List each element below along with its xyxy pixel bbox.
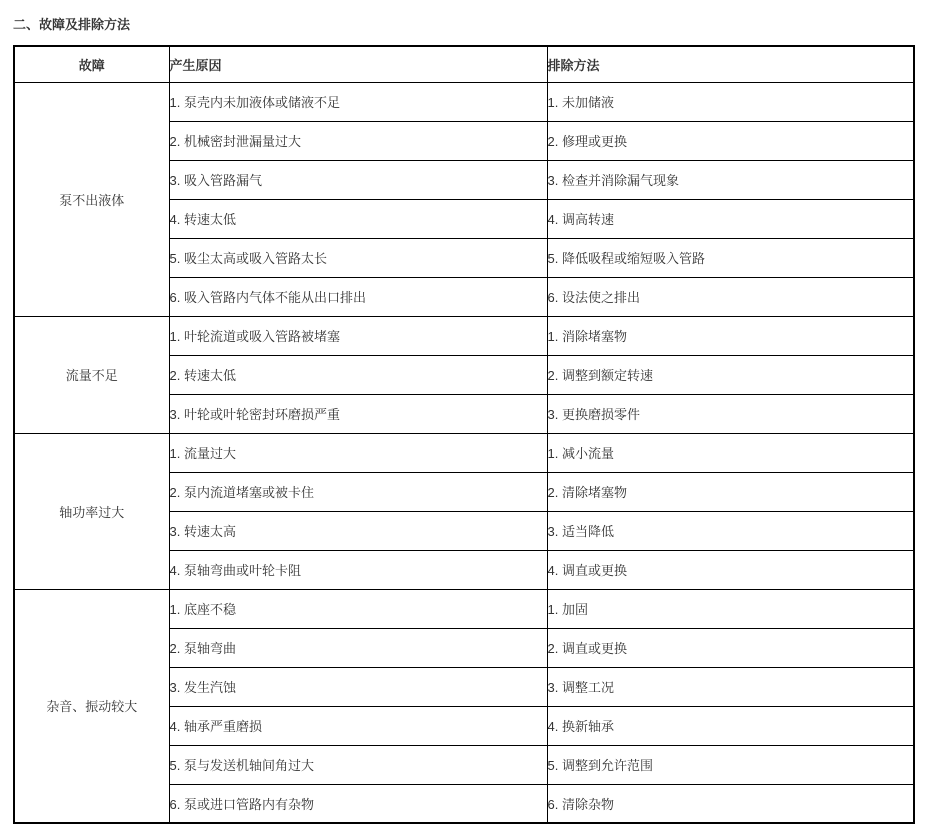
cause-cell: 2. 泵轴弯曲: [169, 628, 547, 667]
table-row: [14, 316, 914, 355]
remedy-cell: 5. 降低吸程或缩短吸入管路: [547, 238, 914, 277]
remedy-cell: 3. 适当降低: [547, 511, 914, 550]
remedy-cell: 6. 清除杂物: [547, 784, 914, 823]
fault-cell: 流量不足: [14, 316, 169, 433]
remedy-cell: 3. 调整工况: [547, 667, 914, 706]
remedy-cell: 2. 调直或更换: [547, 628, 914, 667]
cause-cell: 4. 轴承严重磨损: [169, 706, 547, 745]
table-row: [14, 82, 914, 121]
cause-cell: 2. 机械密封泄漏量过大: [169, 121, 547, 160]
remedy-cell: 4. 调高转速: [547, 199, 914, 238]
remedy-cell: 1. 消除堵塞物: [547, 316, 914, 355]
cause-cell: 3. 发生汽蚀: [169, 667, 547, 706]
fault-cell: 轴功率过大: [14, 433, 169, 589]
cause-cell: 1. 叶轮流道或吸入管路被堵塞: [169, 316, 547, 355]
remedy-cell: 2. 清除堵塞物: [547, 472, 914, 511]
column-header-cause: 产生原因: [169, 46, 547, 82]
remedy-cell: 5. 调整到允许范围: [547, 745, 914, 784]
cause-cell: 2. 转速太低: [169, 355, 547, 394]
page-title: 二、故障及排除方法: [13, 17, 131, 32]
remedy-cell: 6. 设法使之排出: [547, 277, 914, 316]
cause-cell: 1. 底座不稳: [169, 589, 547, 628]
remedy-cell: 1. 加固: [547, 589, 914, 628]
cause-cell: 3. 叶轮或叶轮密封环磨损严重: [169, 394, 547, 433]
remedy-cell: 3. 更换磨损零件: [547, 394, 914, 433]
remedy-cell: 3. 检查并消除漏气现象: [547, 160, 914, 199]
cause-cell: 4. 泵轴弯曲或叶轮卡阻: [169, 550, 547, 589]
remedy-cell: 1. 未加储液: [547, 82, 914, 121]
fault-cell: 杂音、振动较大: [14, 589, 169, 823]
cause-cell: 3. 吸入管路漏气: [169, 160, 547, 199]
column-header-fault: 故障: [14, 46, 169, 82]
cause-cell: 1. 泵壳内未加液体或储液不足: [169, 82, 547, 121]
cause-cell: 1. 流量过大: [169, 433, 547, 472]
remedy-cell: 4. 换新轴承: [547, 706, 914, 745]
table-body: [14, 82, 914, 823]
cause-cell: 5. 吸尘太高或吸入管路太长: [169, 238, 547, 277]
cause-cell: 6. 泵或进口管路内有杂物: [169, 784, 547, 823]
remedy-cell: 4. 调直或更换: [547, 550, 914, 589]
table-row: [14, 433, 914, 472]
table-row: [14, 589, 914, 628]
column-header-remedy: 排除方法: [547, 46, 914, 82]
remedy-cell: 2. 修理或更换: [547, 121, 914, 160]
remedy-cell: 1. 减小流量: [547, 433, 914, 472]
table-header-row: [14, 46, 914, 82]
cause-cell: 5. 泵与发送机轴间角过大: [169, 745, 547, 784]
cause-cell: 2. 泵内流道堵塞或被卡住: [169, 472, 547, 511]
cause-cell: 6. 吸入管路内气体不能从出口排出: [169, 277, 547, 316]
cause-cell: 4. 转速太低: [169, 199, 547, 238]
remedy-cell: 2. 调整到额定转速: [547, 355, 914, 394]
troubleshooting-table: [13, 45, 915, 824]
fault-cell: 泵不出液体: [14, 82, 169, 316]
cause-cell: 3. 转速太高: [169, 511, 547, 550]
